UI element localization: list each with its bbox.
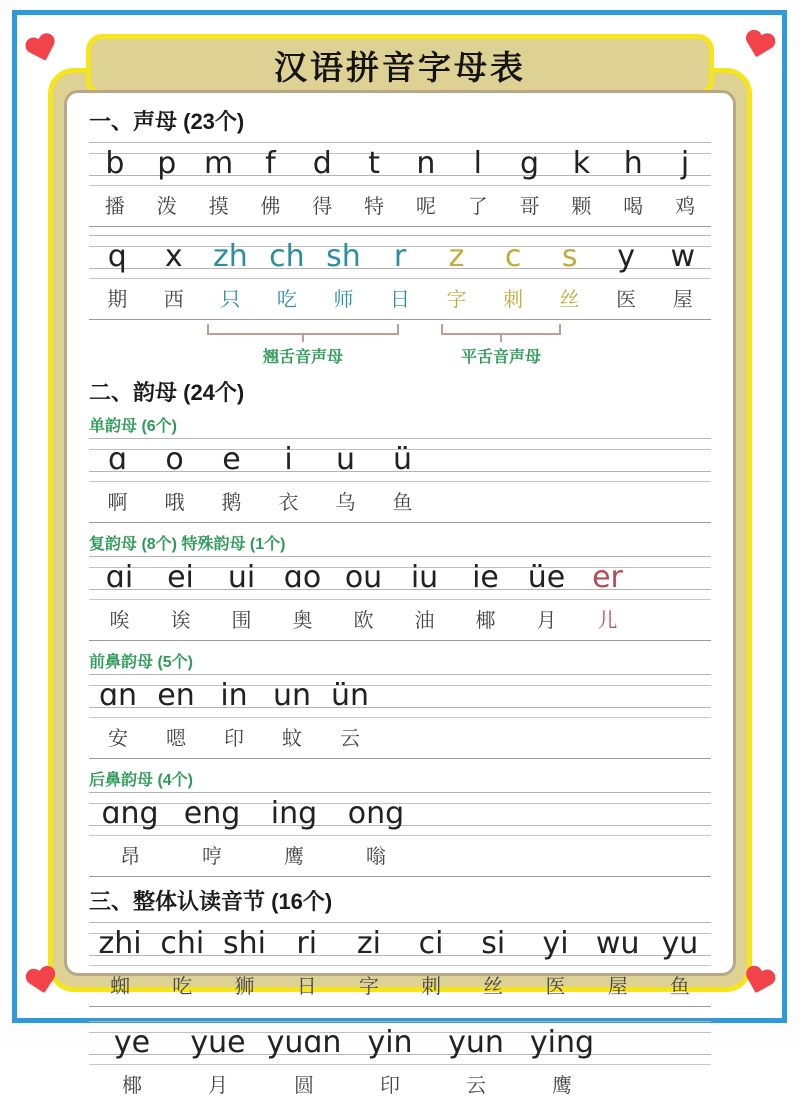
hanzi-char: 围 bbox=[231, 610, 252, 632]
hanzi-char: 狮 bbox=[234, 976, 255, 998]
hanzi-char: 了 bbox=[467, 196, 488, 218]
hanzi-char: 刺 bbox=[421, 976, 442, 998]
pinyin-letter: h bbox=[623, 146, 643, 181]
subsection-label: 前鼻韵母 (5个) bbox=[89, 654, 194, 671]
character-row bbox=[89, 1065, 711, 1105]
pinyin-letter: ɑo bbox=[283, 560, 322, 595]
pinyin-letter: i bbox=[284, 442, 293, 477]
hanzi-char: 椰 bbox=[122, 1075, 142, 1097]
character-row bbox=[89, 966, 711, 1007]
pinyin-letter: ü bbox=[392, 442, 412, 477]
hanzi-char: 字 bbox=[358, 976, 379, 998]
section-heading-syllables: 三、整体认读音节 (16个) bbox=[89, 889, 333, 914]
bracket-stem bbox=[500, 335, 502, 342]
pinyin-letter: j bbox=[680, 146, 690, 181]
pinyin-letter: w bbox=[670, 239, 695, 274]
pinyin-letter: iu bbox=[410, 560, 439, 595]
pinyin-letter: y bbox=[617, 239, 636, 274]
pinyin-syllable: yi bbox=[542, 926, 569, 961]
hanzi-char: 特 bbox=[364, 196, 385, 218]
syllables-block-1 bbox=[89, 922, 711, 1007]
pinyin-letter: t bbox=[368, 146, 380, 181]
hanzi-char: 鱼 bbox=[669, 976, 690, 998]
pinyin-letter: in bbox=[220, 678, 248, 713]
pinyin-letter: ei bbox=[167, 560, 194, 595]
letter-row bbox=[89, 1021, 711, 1065]
letter-row bbox=[89, 235, 711, 279]
pinyin-letter: ing bbox=[270, 796, 318, 831]
pinyin-syllable: wu bbox=[595, 926, 640, 961]
hanzi-char: 啊 bbox=[107, 492, 128, 514]
pinyin-letter: p bbox=[157, 146, 177, 181]
hanzi-char: 喝 bbox=[623, 196, 644, 218]
hanzi-char: 颗 bbox=[571, 196, 592, 218]
pinyin-letter: s bbox=[561, 239, 578, 274]
hanzi-char: 云 bbox=[466, 1075, 486, 1097]
finals-simple-block bbox=[89, 413, 711, 523]
pinyin-letter: en bbox=[157, 678, 195, 713]
bracket-annotations bbox=[89, 322, 711, 370]
hanzi-char: 屋 bbox=[672, 289, 693, 311]
pinyin-letter: ɑ bbox=[107, 442, 128, 477]
hanzi-char: 哦 bbox=[164, 492, 185, 514]
character-row bbox=[89, 482, 711, 523]
character-row bbox=[89, 836, 711, 877]
hanzi-char: 椰 bbox=[475, 610, 496, 632]
pinyin-block-initials-1 bbox=[89, 142, 711, 227]
bracket-retroflex bbox=[207, 324, 399, 367]
pinyin-letter: ui bbox=[227, 560, 256, 595]
hanzi-char: 油 bbox=[414, 610, 435, 632]
section-heading-finals: 二、韵母 (24个) bbox=[89, 380, 245, 405]
character-row bbox=[89, 279, 711, 320]
section-heading-initials: 一、声母 (23个) bbox=[89, 109, 245, 134]
hanzi-char: 泼 bbox=[156, 196, 177, 218]
hanzi-char: 屋 bbox=[607, 976, 628, 998]
hanzi-char: 得 bbox=[312, 196, 333, 218]
hanzi-char: 唉 bbox=[109, 610, 130, 632]
pinyin-syllable: yun bbox=[448, 1025, 504, 1060]
page-title: 汉语拼音字母表 bbox=[274, 48, 526, 86]
pinyin-letter: eng bbox=[183, 796, 241, 831]
finals-compound-block bbox=[89, 531, 711, 641]
hanzi-char: 呢 bbox=[415, 196, 436, 218]
pinyin-syllable: ying bbox=[529, 1025, 595, 1060]
four-line-guide bbox=[89, 674, 711, 718]
pinyin-letter: c bbox=[504, 239, 522, 274]
subsection-label: 单韵母 (6个) bbox=[89, 418, 178, 435]
content-panel bbox=[64, 90, 736, 1097]
hanzi-char: 蚊 bbox=[282, 728, 302, 750]
four-line-guide bbox=[89, 142, 711, 186]
hanzi-char: 印 bbox=[380, 1075, 400, 1097]
hanzi-char: 欧 bbox=[353, 610, 374, 632]
pinyin-letter: üe bbox=[527, 560, 566, 595]
hanzi-char: 月 bbox=[536, 610, 557, 632]
hanzi-char: 丝 bbox=[483, 976, 504, 998]
subsection-label: 后鼻韵母 (4个) bbox=[89, 772, 194, 789]
character-row bbox=[89, 186, 711, 227]
hanzi-char: 鱼 bbox=[392, 492, 413, 514]
pinyin-letter: zh bbox=[212, 239, 248, 274]
hanzi-char-special: 儿 bbox=[597, 610, 618, 632]
pinyin-letter: b bbox=[105, 146, 125, 181]
hanzi-char: 只 bbox=[220, 289, 241, 311]
four-line-guide bbox=[89, 438, 711, 482]
hanzi-char: 奥 bbox=[292, 610, 313, 632]
finals-back-nasal-block bbox=[89, 767, 711, 877]
hanzi-char: 日 bbox=[296, 976, 317, 998]
pinyin-letter: o bbox=[165, 442, 184, 477]
bracket-stem bbox=[302, 335, 304, 342]
letter-row bbox=[89, 792, 711, 836]
pinyin-syllable: yu bbox=[661, 926, 699, 961]
hanzi-char: 乌 bbox=[335, 492, 356, 514]
pinyin-letter: g bbox=[520, 146, 540, 181]
pinyin-letter: ɑi bbox=[105, 560, 134, 595]
hanzi-char: 哼 bbox=[202, 846, 222, 868]
hanzi-char: 鸡 bbox=[675, 196, 696, 218]
bracket-label: 平舌音声母 bbox=[460, 349, 541, 366]
pinyin-letter: ong bbox=[347, 796, 405, 831]
letter-row bbox=[89, 674, 711, 718]
pinyin-letter: ou bbox=[344, 560, 383, 595]
hanzi-char: 医 bbox=[616, 289, 637, 311]
pinyin-letter: m bbox=[203, 146, 234, 181]
hanzi-char: 播 bbox=[104, 196, 125, 218]
pinyin-syllable: yuɑn bbox=[266, 1025, 342, 1060]
four-line-guide bbox=[89, 922, 711, 966]
pinyin-syllable: ye bbox=[113, 1025, 151, 1060]
four-line-guide bbox=[89, 792, 711, 836]
bracket-label: 翘舌音声母 bbox=[262, 349, 343, 366]
hanzi-char: 鹰 bbox=[284, 846, 304, 868]
pinyin-letter: n bbox=[416, 146, 436, 181]
hanzi-char: 刺 bbox=[503, 289, 524, 311]
hanzi-char: 月 bbox=[208, 1075, 228, 1097]
pinyin-letter: k bbox=[572, 146, 591, 181]
hanzi-char: 字 bbox=[446, 289, 467, 311]
four-line-guide bbox=[89, 1021, 711, 1065]
subsection-label: 复韵母 (8个) 特殊韵母 (1个) bbox=[89, 536, 286, 553]
pinyin-block-initials-2 bbox=[89, 235, 711, 320]
pinyin-syllable: ri bbox=[296, 926, 318, 961]
letter-row bbox=[89, 142, 711, 186]
hanzi-char: 衣 bbox=[278, 492, 299, 514]
hanzi-char: 鹅 bbox=[221, 492, 242, 514]
pinyin-syllable: si bbox=[481, 926, 506, 961]
pinyin-syllable: yue bbox=[190, 1025, 246, 1060]
hanzi-char: 安 bbox=[108, 728, 128, 750]
letter-row bbox=[89, 922, 711, 966]
pinyin-letter-special: er bbox=[592, 560, 623, 595]
pinyin-syllable: zi bbox=[356, 926, 381, 961]
syllables-block-2 bbox=[89, 1021, 711, 1105]
hanzi-char: 师 bbox=[333, 289, 354, 311]
letter-row bbox=[89, 438, 711, 482]
title-banner bbox=[86, 34, 714, 96]
pinyin-letter: sh bbox=[326, 239, 361, 274]
pinyin-letter: ie bbox=[472, 560, 499, 595]
hanzi-char: 西 bbox=[163, 289, 184, 311]
pinyin-letter: un bbox=[272, 678, 312, 713]
hanzi-char: 云 bbox=[340, 728, 360, 750]
letter-row bbox=[89, 556, 711, 600]
pinyin-syllable: yin bbox=[367, 1025, 413, 1060]
hanzi-char: 嗡 bbox=[366, 846, 386, 868]
hanzi-char: 摸 bbox=[208, 196, 229, 218]
pinyin-letter: f bbox=[265, 146, 276, 181]
hanzi-char: 吃 bbox=[172, 976, 193, 998]
hanzi-char: 印 bbox=[224, 728, 244, 750]
pinyin-syllable: ci bbox=[418, 926, 444, 961]
pinyin-letter: x bbox=[164, 239, 183, 274]
hanzi-char: 蜘 bbox=[110, 976, 131, 998]
finals-front-nasal-block bbox=[89, 649, 711, 759]
hanzi-char: 诶 bbox=[170, 610, 191, 632]
bracket-flat-tongue bbox=[441, 324, 561, 367]
pinyin-letter: ɑng bbox=[101, 796, 159, 831]
pinyin-syllable: chi bbox=[160, 926, 205, 961]
hanzi-char: 吃 bbox=[276, 289, 297, 311]
pinyin-syllable: shi bbox=[223, 926, 266, 961]
hanzi-char: 圆 bbox=[294, 1075, 314, 1097]
character-row bbox=[89, 600, 711, 641]
hanzi-char: 鹰 bbox=[552, 1075, 572, 1097]
four-line-guide bbox=[89, 556, 711, 600]
pinyin-letter: l bbox=[473, 146, 482, 181]
hanzi-char: 嗯 bbox=[166, 728, 186, 750]
four-line-guide bbox=[89, 235, 711, 279]
hanzi-char: 哥 bbox=[519, 196, 540, 218]
hanzi-char: 昂 bbox=[120, 846, 140, 868]
bracket-line bbox=[441, 324, 561, 335]
hanzi-char: 医 bbox=[545, 976, 566, 998]
pinyin-letter: d bbox=[312, 146, 332, 181]
character-row bbox=[89, 718, 711, 759]
pinyin-letter: ün bbox=[330, 678, 370, 713]
bracket-line bbox=[207, 324, 399, 335]
hanzi-char: 期 bbox=[107, 289, 128, 311]
hanzi-char: 丝 bbox=[559, 289, 580, 311]
pinyin-letter: z bbox=[448, 239, 465, 274]
pinyin-letter: r bbox=[393, 239, 407, 274]
pinyin-letter: q bbox=[107, 239, 127, 274]
hanzi-char: 佛 bbox=[260, 196, 281, 218]
pinyin-letter: ɑn bbox=[98, 678, 138, 713]
pinyin-syllable: zhi bbox=[98, 926, 142, 961]
pinyin-letter: u bbox=[335, 442, 355, 477]
pinyin-letter: ch bbox=[269, 239, 305, 274]
pinyin-letter: e bbox=[222, 442, 241, 477]
hanzi-char: 日 bbox=[389, 289, 410, 311]
